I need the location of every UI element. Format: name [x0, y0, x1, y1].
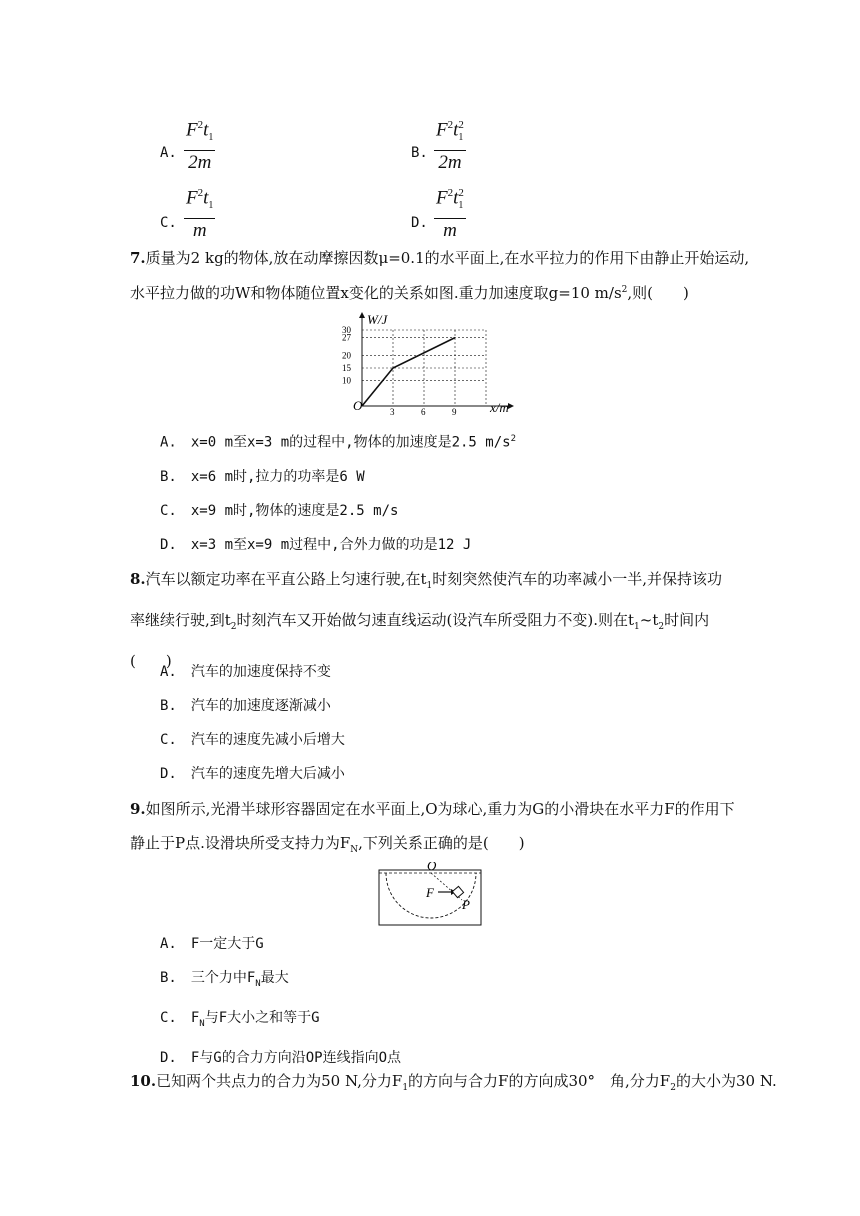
option-b: B. 三个力中$F_N$最大 — [160, 970, 289, 989]
y-tick-label: 27 — [342, 332, 351, 343]
option-c: C. 汽车的速度先减小后增大 — [160, 732, 345, 748]
origin-label: O — [353, 398, 363, 413]
work-position-chart — [340, 310, 516, 416]
q8-options — [160, 655, 345, 791]
chart-grid — [362, 330, 486, 406]
option-letter: D. — [411, 215, 428, 231]
question-line: 8.汽车以额定功率在平直公路上匀速行驶,在$t_1$时刻突然使汽车的功率减小一半,并保持该功 — [130, 570, 722, 591]
fraction: $\frac{F^2t_1}{m}$ — [184, 182, 215, 243]
x-tick-label: 9 — [452, 407, 457, 416]
option-d: D. x=3 m至x=9 m过程中,合外力做的功是12 J — [160, 536, 472, 553]
question-line: 静止于P点.设滑块所受支持力为$F_N$,下列关系正确的是( ) — [130, 834, 525, 855]
y-tick-label: 10 — [342, 375, 351, 386]
x-tick-label: 3 — [390, 407, 395, 416]
q7-options — [160, 422, 516, 562]
option-c: C. x=9 m时,物体的速度是2.5 m/s — [160, 502, 399, 519]
question-line: 9.如图所示,光滑半球形容器固定在水平面上,O为球心,重力为G的小滑块在水平力F的作用下 — [130, 800, 735, 818]
fraction: $\frac{F^2t_1^2}{m}$ — [434, 182, 466, 243]
label-p: P — [462, 897, 470, 912]
option-d: D. F与G的合力方向沿OP连线指向O点 — [160, 1049, 402, 1066]
hemisphere-figure — [378, 862, 482, 926]
question-line: 率继续行驶,到$t_2$时刻汽车又开始做匀速直线运动(设汽车所受阻力不变).则在$t_1\sim t_2$时间内 — [130, 611, 710, 632]
question-9 — [130, 792, 850, 867]
y-tick-label: 30 — [342, 325, 351, 335]
question-10 — [130, 1064, 855, 1105]
option-b: B. 汽车的加速度逐渐减小 — [160, 698, 331, 714]
option-a: A. x=0 m至x=3 m的过程中,物体的加速度是2.5 $m/s^2$ — [160, 434, 516, 451]
question-line: 10.已知两个共点力的合力为50 N,分力$F_1$的方向与合力F的方向成30° 角,分力$F_2$的大小为30 N. — [130, 1072, 777, 1093]
x-tick-label: 6 — [421, 407, 426, 416]
x-axis-label: x/m — [490, 400, 509, 415]
option-b: B. x=6 m时,拉力的功率是6 W — [160, 468, 365, 485]
x-axis-arrow — [508, 403, 514, 409]
question-line: 7.质量为2 kg的物体,放在动摩擦因数μ=0.1的水平面上,在水平拉力的作用下由静止开始运动, — [130, 249, 750, 267]
option-letter: C. — [160, 215, 177, 231]
question-number: 10. — [130, 1072, 157, 1090]
slider-block — [452, 886, 463, 897]
q9-options — [160, 927, 401, 1075]
label-o: O — [427, 862, 437, 873]
option-a: A. F一定大于G — [160, 936, 264, 952]
question-7 — [130, 242, 850, 309]
fraction: $\frac{F^2t_1^2}{2m}$ — [434, 114, 466, 175]
question-number: 8. — [130, 570, 146, 588]
y-axis-label: W/J — [367, 312, 388, 327]
label-f: F — [426, 885, 434, 900]
question-number: 9. — [130, 800, 146, 818]
fraction: $\frac{F^2t_1}{2m}$ — [184, 114, 215, 175]
y-axis-arrow — [359, 312, 365, 318]
question-line: 水平拉力做的功W和物体随位置x变化的关系如图.重力加速度取g=10 $m/s^2$,则( ) — [130, 284, 689, 302]
option-letter: B. — [411, 145, 428, 161]
option-d: D. 汽车的速度先增大后减小 — [160, 766, 345, 782]
option-a: A. 汽车的加速度保持不变 — [160, 664, 331, 680]
option-letter: A. — [160, 145, 177, 161]
question-number: 7. — [130, 249, 146, 267]
y-tick-label: 15 — [342, 363, 351, 373]
y-tick-label: 20 — [342, 350, 351, 361]
question-line: ( ) — [130, 652, 172, 670]
option-c: C. $F_N$与F大小之和等于G — [160, 1009, 320, 1029]
series-line — [362, 338, 455, 406]
